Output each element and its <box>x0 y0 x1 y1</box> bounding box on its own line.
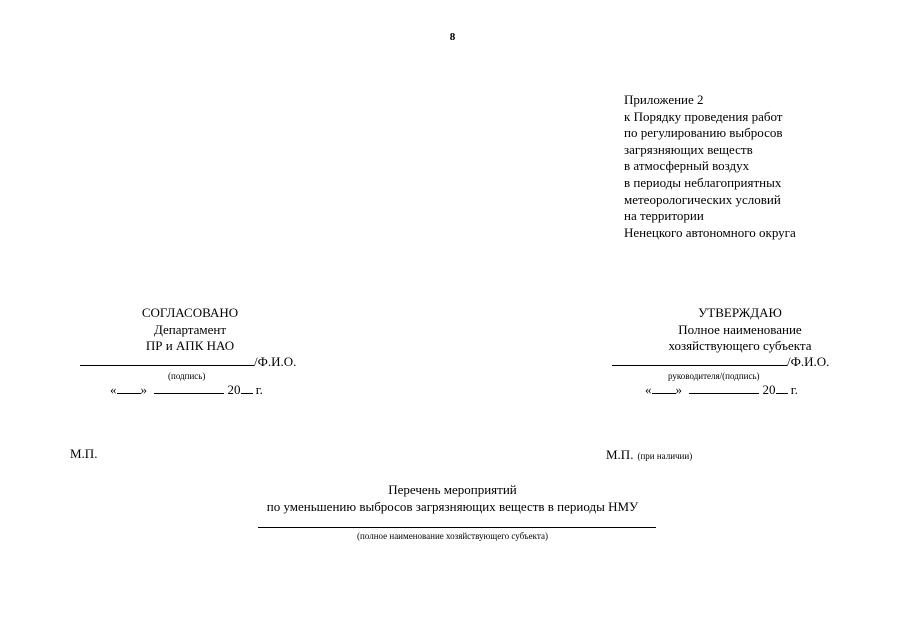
measures-list-title-line1: Перечень мероприятий <box>388 482 517 497</box>
year-prefix: 20 <box>227 382 241 397</box>
month-blank <box>154 393 224 394</box>
page-number: 8 <box>449 31 456 43</box>
approved-signature-caption: руководителя/(подпись) <box>668 371 760 381</box>
day-blank <box>652 393 676 394</box>
appendix-line: в периоды неблагоприятных <box>624 174 782 190</box>
appendix-line: на территории <box>624 208 704 224</box>
agreed-block <box>60 305 320 355</box>
measures-list-title <box>0 481 905 515</box>
agreed-date-row <box>110 382 263 398</box>
approved-stamp-place <box>606 446 692 464</box>
agreed-fio-label: /Ф.И.О. <box>254 354 297 369</box>
appendix-line: загрязняющих веществ <box>624 141 753 157</box>
year-blank <box>241 393 253 394</box>
signature-line <box>80 365 254 366</box>
appendix-line: к Порядку проведения работ <box>624 108 783 124</box>
date-close-quote: » <box>675 382 682 397</box>
date-close-quote: » <box>140 382 147 397</box>
approved-signature-row <box>612 354 829 370</box>
appendix-line: Приложение 2 <box>624 92 704 107</box>
agreed-department: Департамент <box>153 321 227 337</box>
agreed-stamp-place: М.П. <box>70 446 98 461</box>
approved-stamp-label: М.П. <box>606 447 634 462</box>
month-blank <box>689 393 759 394</box>
year-suffix: г. <box>790 382 798 397</box>
approved-fio-label: /Ф.И.О. <box>787 354 830 369</box>
appendix-line: по регулированию выбросов <box>624 125 783 141</box>
measures-list-title-line2: по уменьшению выбросов загрязняющих веществ в периоды НМУ <box>266 499 639 514</box>
year-blank <box>776 393 788 394</box>
agreed-department-name: ПР и АПК НАО <box>145 338 235 354</box>
agreed-heading: СОГЛАСОВАНО <box>141 305 239 320</box>
date-open-quote: « <box>645 382 652 397</box>
signature-line <box>612 365 787 366</box>
agreed-signature-row <box>80 354 296 370</box>
date-open-quote: « <box>110 382 117 397</box>
approved-entity-label-2: хозяйствующего субъекта <box>668 338 812 354</box>
appendix-line: метеорологических условий <box>624 191 781 207</box>
appendix-header <box>624 92 796 241</box>
year-suffix: г. <box>255 382 263 397</box>
organization-name-caption: (полное наименование хозяйствующего субъекта) <box>357 531 548 541</box>
appendix-line: в атмосферный воздух <box>624 158 750 174</box>
approved-date-row <box>645 382 798 398</box>
year-prefix: 20 <box>762 382 776 397</box>
organization-name-line <box>258 527 656 528</box>
approved-stamp-note: (при наличии) <box>637 451 693 461</box>
agreed-signature-caption: (подпись) <box>168 371 206 381</box>
day-blank <box>117 393 141 394</box>
appendix-line: Ненецкого автономного округа <box>624 224 796 240</box>
approved-block <box>590 305 890 355</box>
approved-heading: УТВЕРЖДАЮ <box>698 305 782 320</box>
approved-entity-label: Полное наименование <box>678 321 802 337</box>
